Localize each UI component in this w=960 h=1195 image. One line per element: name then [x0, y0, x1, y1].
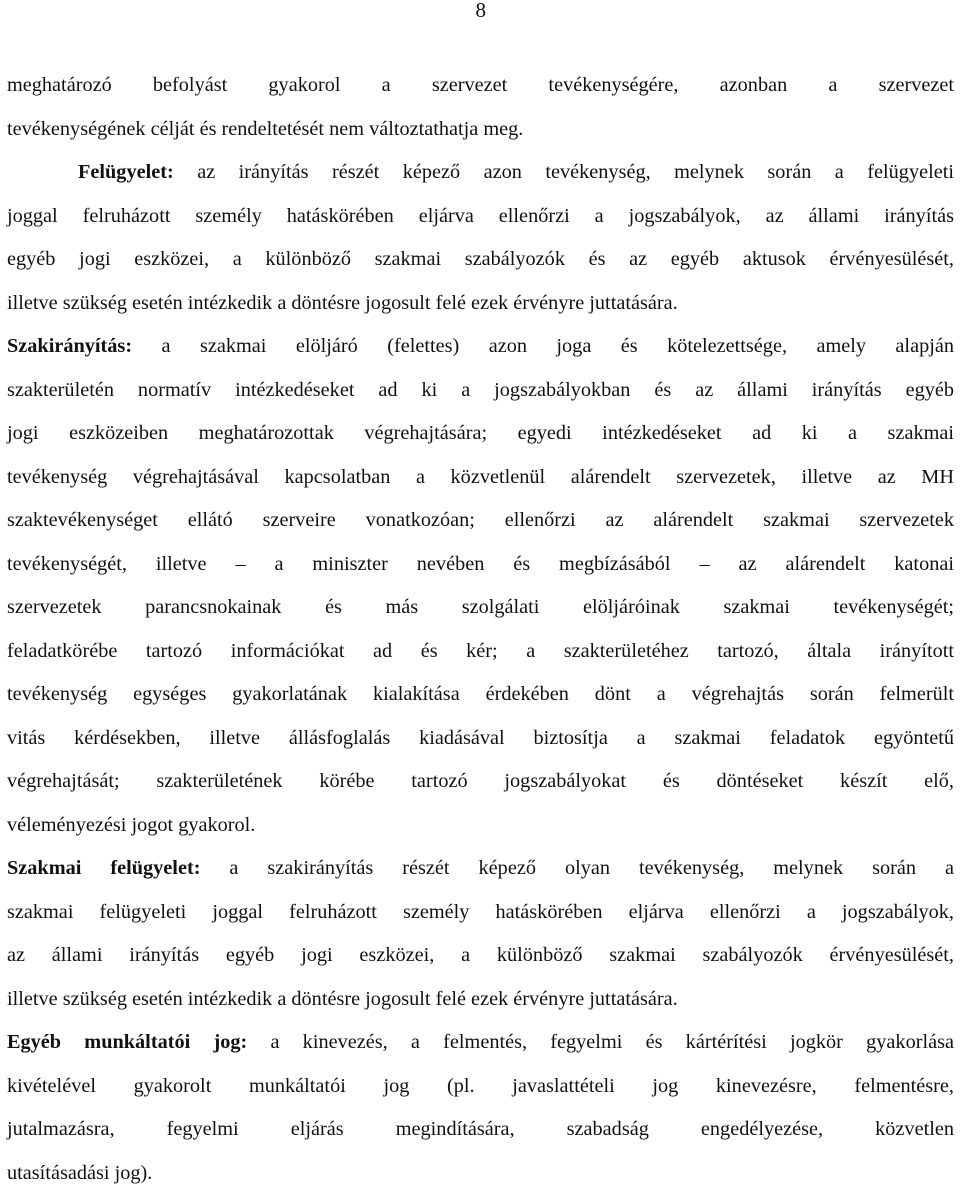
text-line: szakmai felügyeleti joggal felruházott személy hatáskörében eljárva ellenőrzi a jogszabályok, [7, 891, 954, 935]
page-number: 8 [476, 0, 487, 24]
text-line: szervezetek parancsnokainak és más szolgálati elöljáróinak szakmai tevékenységét; [7, 586, 954, 630]
text-line: vitás kérdésekben, illetve állásfoglalás kiadásával biztosítja a szakmai feladatok egyöntetű [7, 717, 954, 761]
text-line: tevékenység egységes gyakorlatának kialakítása érdekében dönt a végrehajtás során felmerült [7, 673, 954, 717]
definition-egyeb-munkaltatoi-jog [7, 1021, 954, 1065]
document-body [7, 64, 954, 1195]
term-szakiranyitas: Szakirányítás: [7, 335, 132, 357]
text-line: illetve szükség esetén intézkedik a döntésre jogosult felé ezek érvényre juttatására. [7, 978, 954, 1022]
text-line: tevékenység végrehajtásával kapcsolatban a közvetlenül alárendelt szervezetek, illetve az MH [7, 456, 954, 500]
text-line: jogi eszközeiben meghatározottak végrehajtására; egyedi intézkedéseket ad ki a szakmai [7, 412, 954, 456]
text-line: tevékenységét, illetve – a miniszter nevében és megbízásából – az alárendelt katonai [7, 543, 954, 587]
definition-felugyelet [7, 151, 954, 195]
text-line: meghatározó befolyást gyakorol a szervezet tevékenységére, azonban a szervezet [7, 64, 954, 108]
text-line: illetve szükség esetén intézkedik a döntésre jogosult felé ezek érvényre juttatására. [7, 282, 954, 326]
text-line: szakterületén normatív intézkedéseket ad ki a jogszabályokban és az állami irányítás egyéb [7, 369, 954, 413]
text-line: szaktevékenységet ellátó szerveire vonatkozóan; ellenőrzi az alárendelt szakmai szervezetek [7, 499, 954, 543]
definition-text: a szakmai elöljáró (felettes) azon joga és kötelezettsége, amely alapján [132, 335, 954, 357]
text-line: kivételével gyakorolt munkáltatói jog (pl. javaslattételi jog kinevezésre, felmentésre, [7, 1065, 954, 1109]
text-line: az állami irányítás egyéb jogi eszközei, a különböző szakmai szabályozók érvényesülését, [7, 934, 954, 978]
text-line: egyéb jogi eszközei, a különböző szakmai szabályozók és az egyéb aktusok érvényesülését, [7, 238, 954, 282]
term-egyeb-munkaltatoi-jog: Egyéb munkáltatói jog: [7, 1031, 247, 1053]
text-line: jutalmazásra, fegyelmi eljárás megindítására, szabadság engedélyezése, közvetlen [7, 1108, 954, 1152]
text-line: végrehajtását; szakterületének körébe tartozó jogszabályokat és döntéseket készít elő, [7, 760, 954, 804]
term-szakmai-felugyelet: Szakmai felügyelet: [7, 857, 200, 879]
term-felugyelet: Felügyelet: [78, 161, 174, 183]
definition-text: a szakirányítás részét képező olyan tevékenység, melynek során a [200, 857, 954, 879]
definition-szakmai-felugyelet [7, 847, 954, 891]
definition-szakiranyitas [7, 325, 954, 369]
text-line: utasításadási jog). [7, 1152, 954, 1195]
text-line: joggal felruházott személy hatáskörében eljárva ellenőrzi a jogszabályok, az állami irányítás [7, 195, 954, 239]
text-line: feladatkörébe tartozó információkat ad és kér; a szakterületéhez tartozó, általa irányított [7, 630, 954, 674]
text-line: véleményezési jogot gyakorol. [7, 804, 954, 848]
definition-text: az irányítás részét képező azon tevékenység, melynek során a felügyeleti [174, 161, 954, 183]
text-line: tevékenységének célját és rendeltetését nem változtathatja meg. [7, 108, 954, 152]
definition-text: a kinevezés, a felmentés, fegyelmi és kártérítési jogkör gyakorlása [247, 1031, 954, 1053]
